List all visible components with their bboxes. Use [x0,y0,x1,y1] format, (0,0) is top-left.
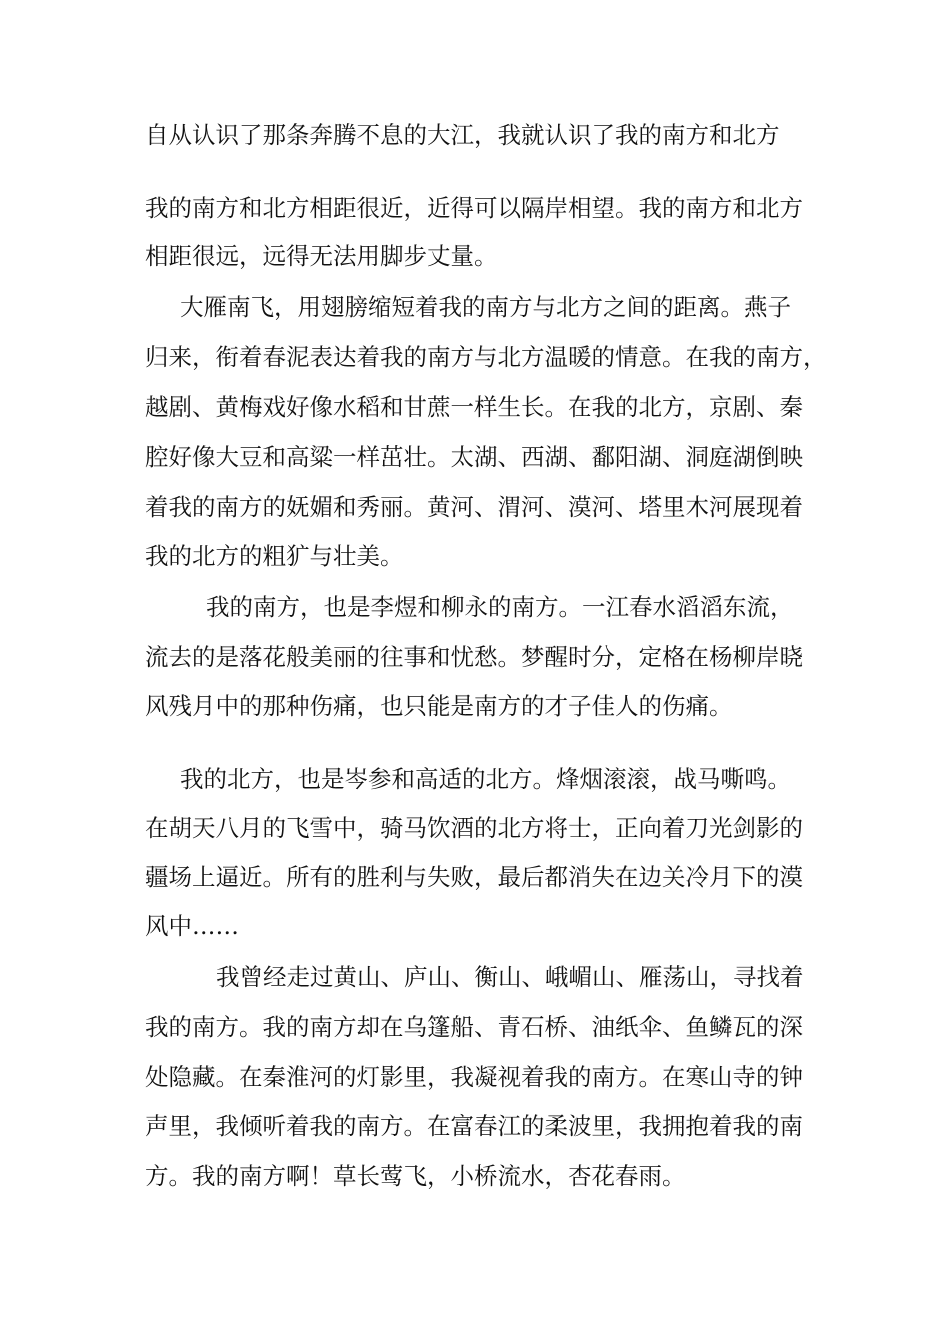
text-line: 风残月中的那种伤痛，也只能是南方的才子佳人的伤痛。 [145,692,733,720]
text-line: 着我的南方的妩媚和秀丽。黄河、渭河、漠河、塔里木河展现着 [145,493,803,521]
text-line: 我的南方，也是李煜和柳永的南方。一江春水滔滔东流， [206,593,794,621]
text-line: 我的南方。我的南方却在乌篷船、青石桥、油纸伞、鱼鳞瓦的深 [145,1013,803,1041]
text-line: 疆场上逼近。所有的胜利与失败，最后都消失在边关冷月下的漠 [145,863,803,891]
text-line: 相距很远，远得无法用脚步丈量。 [145,242,498,270]
text-line: 流去的是落花般美丽的往事和忧愁。梦醒时分，定格在杨柳岸晓 [145,643,803,671]
text-line: 在胡天八月的飞雪中，骑马饮酒的北方将士，正向着刀光剑影的 [145,814,803,842]
text-line: 越剧、黄梅戏好像水稻和甘蔗一样生长。在我的北方，京剧、秦 [145,393,803,421]
text-line: 声里，我倾听着我的南方。在富春江的柔波里，我拥抱着我的南 [145,1112,803,1140]
text-line: 我的北方的粗犷与壮美。 [145,542,404,570]
text-line: 处隐藏。在秦淮河的灯影里，我凝视着我的南方。在寒山寺的钟 [145,1063,803,1091]
text-line: 方。我的南方啊！草长莺飞，小桥流水，杏花春雨。 [145,1162,686,1190]
text-line: 归来，衔着春泥表达着我的南方与北方温暖的情意。在我的南方， [145,343,827,371]
text-line: 我的北方，也是岑参和高适的北方。烽烟滚滚，战马嘶鸣。 [180,765,791,793]
text-line: 我的南方和北方相距很近，近得可以隔岸相望。我的南方和北方 [145,194,803,222]
text-line: 腔好像大豆和高粱一样茁壮。太湖、西湖、鄱阳湖、洞庭湖倒映 [145,443,803,471]
text-line: 我曾经走过黄山、庐山、衡山、峨嵋山、雁荡山，寻找着 [216,963,804,991]
text-line: 风中…… [145,912,239,940]
text-line: 大雁南飞，用翅膀缩短着我的南方与北方之间的距离。燕子 [180,293,791,321]
text-line: 自从认识了那条奔腾不息的大江，我就认识了我的南方和北方 [145,121,780,149]
